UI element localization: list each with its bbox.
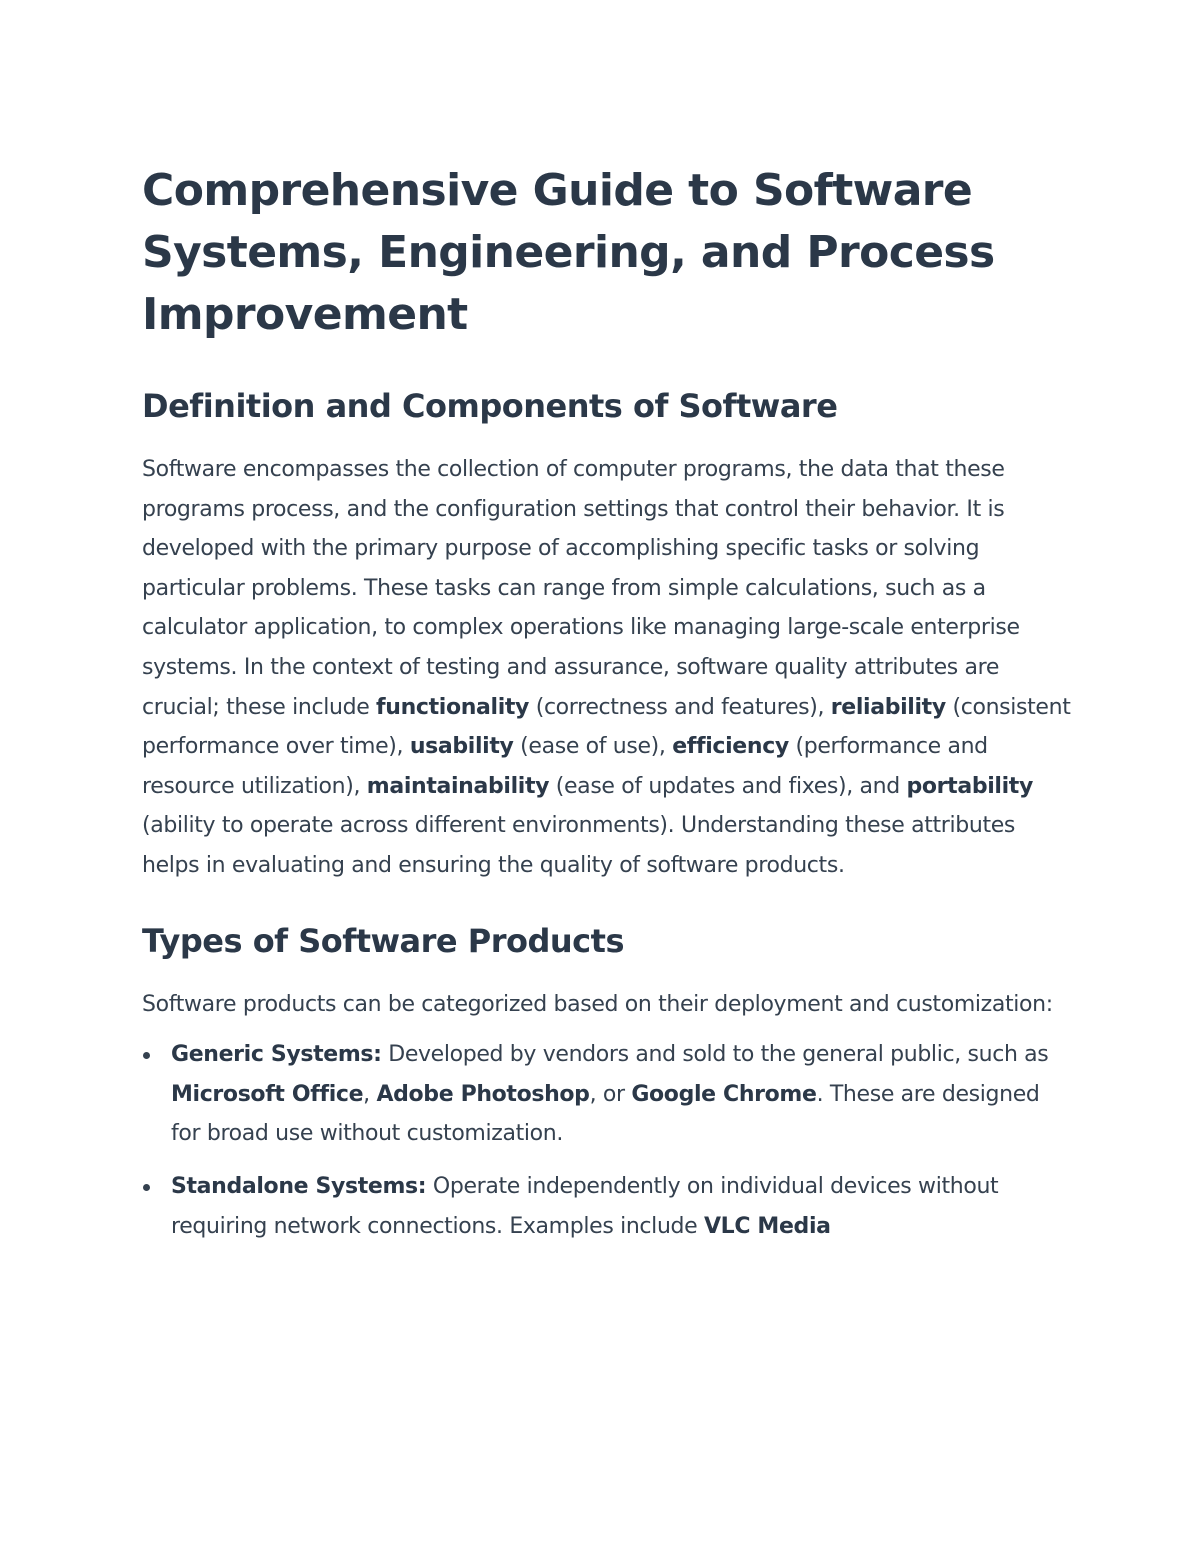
list-item-text: Developed by vendors and sold to the general public, such as — [381, 1042, 1049, 1068]
attribute-efficiency: efficiency — [672, 734, 789, 760]
list-item-generic-systems — [142, 1035, 1072, 1154]
section-heading-types: Types of Software Products — [142, 921, 624, 960]
attribute-reliability: reliability — [830, 694, 946, 720]
attribute-usability: usability — [409, 734, 514, 760]
paragraph-text: (ease of use), — [513, 734, 673, 760]
section-heading-definition: Definition and Components of Software — [142, 387, 838, 425]
list-item-text: , — [363, 1081, 377, 1107]
definition-paragraph — [142, 450, 1072, 886]
paragraph-text: (correctness and features), — [529, 694, 831, 720]
attribute-portability: portability — [906, 773, 1033, 799]
attribute-functionality: functionality — [376, 694, 530, 720]
software-types-list — [142, 1035, 1072, 1246]
paragraph-text: (ability to operate across different environments). Understanding these attributes helps in evaluating and ensuring the quality of software products. — [142, 813, 1016, 878]
list-item-text: . These are designed for broad use without customization. — [171, 1081, 1040, 1147]
example-microsoft-office: Microsoft Office — [171, 1081, 364, 1107]
example-adobe-photoshop: Adobe Photoshop — [376, 1081, 590, 1107]
bullet-icon — [143, 1184, 150, 1191]
list-item-term: Standalone Systems: — [171, 1173, 427, 1199]
types-intro-paragraph: Software products can be categorized based on their deployment and customization: — [142, 991, 1053, 1017]
list-item-standalone-systems — [142, 1167, 1072, 1246]
paragraph-text: (consistent performance over time), — [142, 694, 1071, 760]
attribute-maintainability: maintainability — [366, 773, 550, 799]
paragraph-text: (ease of updates and fixes), and — [549, 773, 907, 799]
paragraph-text: Software encompasses the collection of computer programs, the data that these programs process, and the configuration settings that control their behavior. It is developed with the primary purpose of accomplishing specific tasks or solving particular problems. These tasks can range from simple calculations, such as a calculator application, to complex operations like managing large-scale enterprise systems. In the context of testing and assurance, software quality attributes are crucial; these include — [142, 457, 1020, 720]
list-item-term: Generic Systems: — [171, 1042, 382, 1068]
document-title: Comprehensive Guide to Software Systems, Engineering, and Process Improvement — [142, 165, 995, 340]
list-item-text: Operate independently on individual devices without requiring network connections. Examples include — [171, 1173, 999, 1239]
paragraph-text: (performance and resource utilization), — [142, 734, 988, 799]
example-google-chrome: Google Chrome — [631, 1081, 817, 1107]
example-vlc-media: VLC Media — [703, 1213, 831, 1239]
document-page — [142, 160, 1072, 1259]
bullet-icon — [143, 1052, 150, 1059]
list-item-text: , or — [589, 1081, 632, 1107]
